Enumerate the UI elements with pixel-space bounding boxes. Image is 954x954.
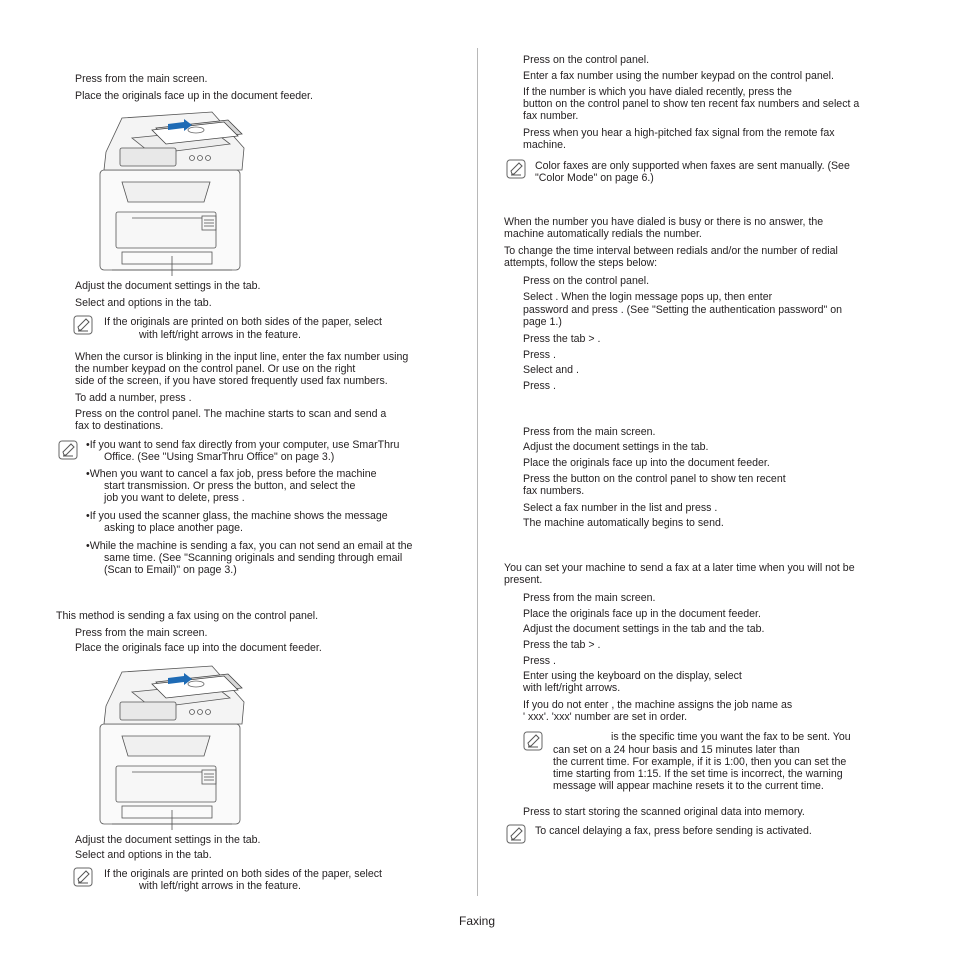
right-resend-step3: Place the originals face up into the document feeder.	[523, 457, 770, 469]
right-press-signal-line1: Press when you hear a high-pitched fax signal from the remote fax	[523, 127, 835, 139]
right-delay-step6-line1: Enter using the keyboard on the display, select	[523, 670, 742, 682]
note-duplex2-line2: with left/right arrows in the feature.	[139, 880, 301, 892]
note-icon	[506, 159, 526, 179]
page-footer: Faxing	[458, 914, 496, 928]
note-starttime-line3: the current time. For example, if it is 1:00, then you can set the	[553, 756, 847, 768]
note-icon	[506, 824, 526, 844]
right-resend-step2: Adjust the document settings in the tab.	[523, 441, 709, 453]
note-cancel-line1: •When you want to cancel a fax job, press before the machine	[86, 468, 377, 480]
note-duplex-line2: with left/right arrows in the feature.	[139, 329, 301, 341]
left-step-place-originals-2: Place the originals face up into the document feeder.	[75, 642, 322, 654]
right-delay-intro-line2: present.	[504, 574, 543, 586]
left-cursor-line2: the number keypad on the control panel. Or use on the right	[75, 363, 356, 375]
column-divider	[477, 48, 478, 896]
note-email-line3: (Scan to Email)" on page 3.)	[104, 564, 237, 576]
right-delay-step3: Adjust the document settings in the tab and the tab.	[523, 623, 765, 635]
left-step-adjust-2: Adjust the document settings in the tab.	[75, 834, 261, 846]
right-redial-step2-line2: password and press . (See "Setting the authentication password" on	[523, 304, 843, 316]
note-glass-line2: asking to place another page.	[104, 522, 243, 534]
note-icon	[73, 315, 93, 335]
note-icon	[73, 867, 93, 887]
note-smarthru-line1: •If you want to send fax directly from your computer, use SmarThru	[86, 439, 400, 451]
note-cancel-line2: start transmission. Or press the button, and select the	[104, 480, 356, 492]
right-redial-step2-line3: page 1.)	[523, 316, 562, 328]
left-cursor-line3: side of the screen, if you have stored frequently used fax numbers.	[75, 375, 388, 387]
left-step-select: Select and options in the tab.	[75, 297, 212, 309]
left-cursor-line1: When the cursor is blinking in the input line, enter the fax number using	[75, 351, 409, 363]
note-cancel-delay: To cancel delaying a fax, press before sending is activated.	[535, 825, 812, 837]
note-starttime-line2: can set on a 24 hour basis and 15 minutes later than	[553, 744, 800, 756]
right-redial-step5: Select and .	[523, 364, 579, 376]
right-redial-step6: Press .	[523, 380, 556, 392]
left-press-start-line2: fax to destinations.	[75, 420, 164, 432]
note-smarthru-line2: Office. (See "Using SmarThru Office" on page 3.)	[104, 451, 335, 463]
left-method-intro: This method is sending a fax using on the control panel.	[56, 610, 319, 622]
left-press-start-line1: Press on the control panel. The machine starts to scan and send a	[75, 408, 387, 420]
right-resend-step1: Press from the main screen.	[523, 426, 656, 438]
right-redial-intro-line2: machine automatically redials the number.	[504, 228, 702, 240]
right-delay-step1: Press from the main screen.	[523, 592, 656, 604]
left-step-place-originals: Place the originals face up in the document feeder.	[75, 90, 313, 102]
right-delay-step6-line2: with left/right arrows.	[523, 682, 621, 694]
note-icon	[58, 440, 78, 460]
right-redial-intro-line1: When the number you have dialed is busy or there is no answer, the	[504, 216, 824, 228]
right-press-onhook: Press on the control panel.	[523, 54, 650, 66]
right-redial-line3: fax number.	[523, 110, 579, 122]
note-email-line1: •While the machine is sending a fax, you can not send an email at the	[86, 540, 413, 552]
right-delay-step4: Press the tab > .	[523, 639, 601, 651]
right-redial-step4: Press .	[523, 349, 556, 361]
right-redial-intro-line3: To change the time interval between redials and/or the number of redial	[504, 245, 838, 257]
right-redial-step3: Press the tab > .	[523, 333, 601, 345]
right-resend-step4-line1: Press the button on the control panel to show ten recent	[523, 473, 786, 485]
right-resend-step4-line2: fax numbers.	[523, 485, 585, 497]
right-resend-step6: The machine automatically begins to send.	[523, 517, 724, 529]
note-color-line1: Color faxes are only supported when faxes are sent manually. (See	[535, 160, 850, 172]
left-step-adjust: Adjust the document settings in the tab.	[75, 280, 261, 292]
note-icon	[523, 731, 543, 751]
note-starttime-line4: time starting from 1:15. If the set time is incorrect, the warning	[553, 768, 843, 780]
right-resend-step5: Select a fax number in the list and press .	[523, 502, 718, 514]
note-glass-line1: •If you used the scanner glass, the machine shows the message	[86, 510, 388, 522]
right-press-signal-line2: machine.	[523, 139, 566, 151]
left-add-number: To add a number, press .	[75, 392, 192, 404]
note-starttime-line1: is the specific time you want the fax to be sent. You	[611, 731, 851, 743]
right-enter-number: Enter a fax number using the number keypad on the control panel.	[523, 70, 834, 82]
right-delay-step-ok: Press to start storing the scanned original data into memory.	[523, 806, 805, 818]
right-delay-step5: Press .	[523, 655, 556, 667]
left-step-select-2: Select and options in the tab.	[75, 849, 212, 861]
right-delay-jobname-line2: ' xxx'. 'xxx' number are set in order.	[523, 711, 688, 723]
note-duplex-line1: If the originals are printed on both sides of the paper, select	[104, 316, 382, 328]
right-redial-intro-line4: attempts, follow the steps below:	[504, 257, 658, 269]
note-color-line2: "Color Mode" on page 6.)	[535, 172, 654, 184]
note-cancel-line3: job you want to delete, press .	[104, 492, 245, 504]
printer-illustration	[92, 662, 254, 833]
note-email-line2: same time. (See "Scanning originals and sending through email	[104, 552, 403, 564]
right-delay-step2: Place the originals face up in the document feeder.	[523, 608, 761, 620]
right-redial-line1: If the number is which you have dialed recently, press the	[523, 86, 792, 98]
right-delay-jobname-line1: If you do not enter , the machine assigns the job name as	[523, 699, 793, 711]
right-redial-step1: Press on the control panel.	[523, 275, 650, 287]
printer-illustration	[92, 108, 254, 279]
note-duplex2-line1: If the originals are printed on both sides of the paper, select	[104, 868, 382, 880]
right-redial-step2-line1: Select . When the login message pops up, then enter	[523, 291, 773, 303]
right-redial-line2: button on the control panel to show ten recent fax numbers and select a	[523, 98, 860, 110]
right-delay-intro-line1: You can set your machine to send a fax at a later time when you will not be	[504, 562, 855, 574]
note-starttime-line5: message will appear machine resets it to the current time.	[553, 780, 824, 792]
left-step-press-fax-2: Press from the main screen.	[75, 627, 208, 639]
left-step-press-fax: Press from the main screen.	[75, 73, 208, 85]
